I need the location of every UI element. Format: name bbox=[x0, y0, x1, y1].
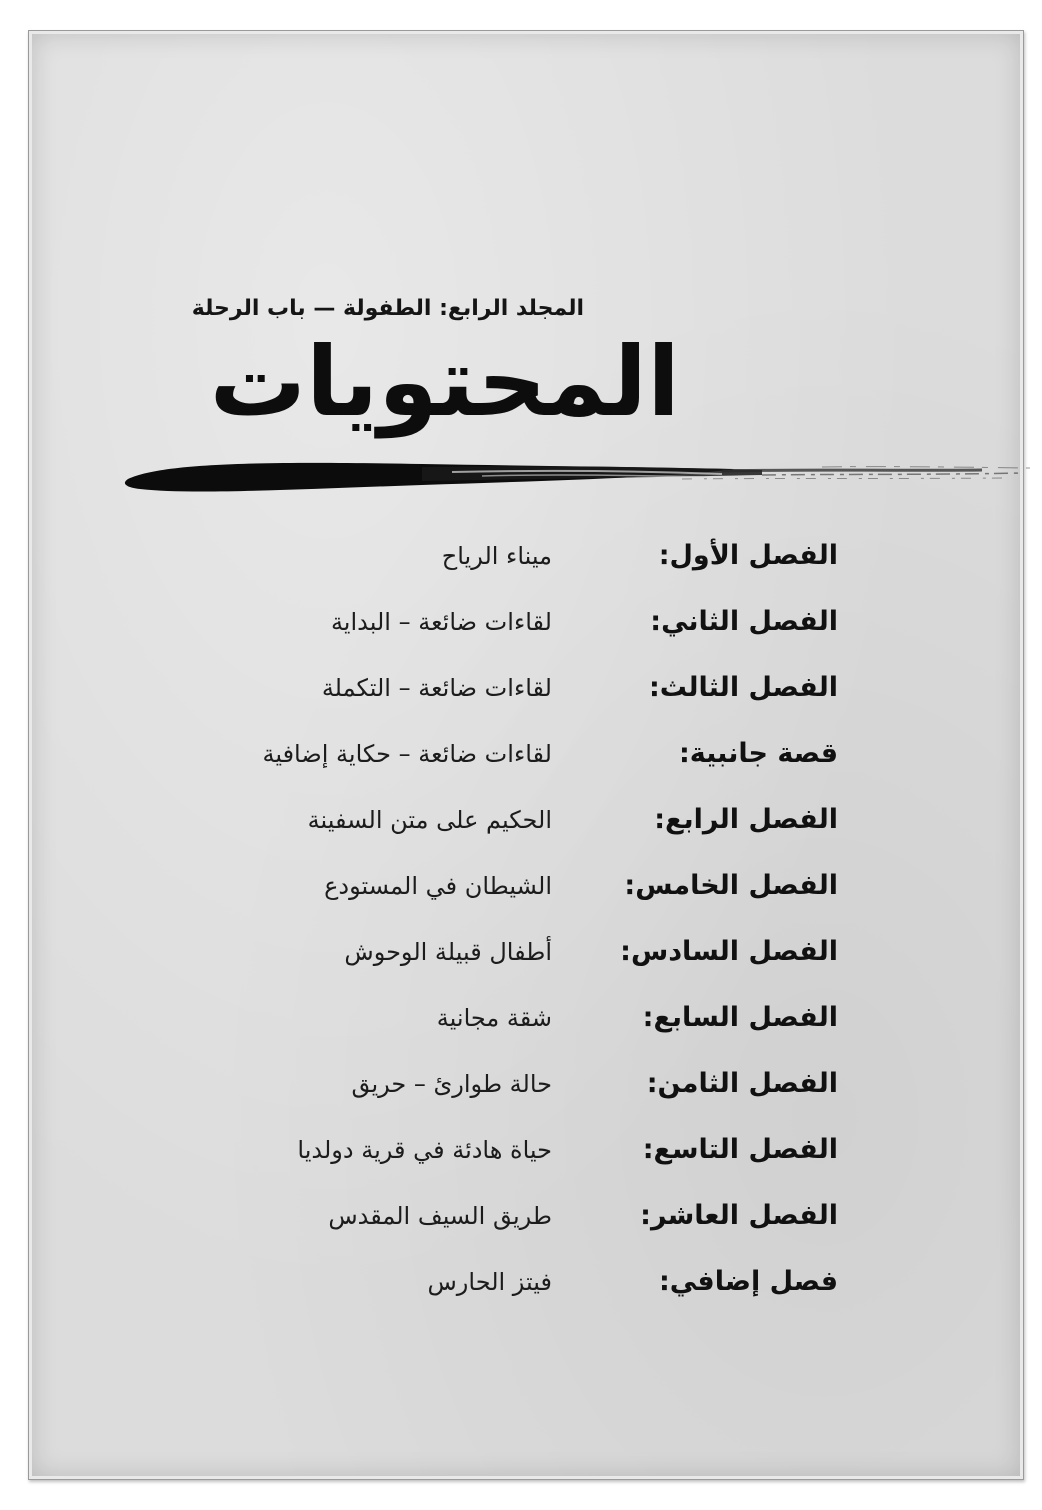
toc-row bbox=[0, 1068, 1042, 1134]
chapter-label: الفصل السابع: bbox=[642, 1002, 838, 1033]
chapter-label: الفصل التاسع: bbox=[642, 1134, 838, 1165]
page-title: المحتويات bbox=[209, 326, 680, 438]
chapter-title: فيتز الحارس bbox=[427, 1268, 552, 1296]
chapter-title: ميناء الرياح bbox=[441, 542, 552, 570]
chapter-label: الفصل الخامس: bbox=[624, 870, 838, 901]
chapter-label: الفصل الثامن: bbox=[646, 1068, 838, 1099]
brush-stroke-divider bbox=[122, 455, 1034, 499]
chapter-label: الفصل الأول: bbox=[658, 540, 838, 571]
toc-row bbox=[0, 804, 1042, 870]
volume-subtitle: المجلد الرابع: الطفولة — باب الرحلة bbox=[191, 296, 584, 321]
chapter-label: الفصل السادس: bbox=[620, 936, 838, 967]
chapter-label: الفصل الثالث: bbox=[649, 672, 838, 703]
toc-row bbox=[0, 738, 1042, 804]
toc-row bbox=[0, 1200, 1042, 1266]
toc-row bbox=[0, 606, 1042, 672]
chapter-title: الشيطان في المستودع bbox=[324, 872, 552, 900]
chapter-title: طريق السيف المقدس bbox=[328, 1202, 552, 1230]
chapter-title: حياة هادئة في قرية دولديا bbox=[297, 1136, 552, 1164]
chapter-title: الحكيم على متن السفينة bbox=[307, 806, 552, 834]
toc-row bbox=[0, 936, 1042, 1002]
toc-row bbox=[0, 1134, 1042, 1200]
toc-row bbox=[0, 1002, 1042, 1068]
chapter-title: شقة مجانية bbox=[436, 1004, 552, 1032]
toc-row bbox=[0, 870, 1042, 936]
chapter-label: قصة جانبية: bbox=[678, 738, 838, 769]
chapter-label: الفصل العاشر: bbox=[640, 1200, 838, 1231]
table-of-contents bbox=[0, 540, 1042, 1332]
chapter-label: الفصل الرابع: bbox=[654, 804, 838, 835]
chapter-title: أطفال قبيلة الوحوش bbox=[344, 938, 552, 966]
chapter-title: حالة طوارئ – حريق bbox=[351, 1070, 552, 1098]
chapter-label: الفصل الثاني: bbox=[650, 606, 838, 637]
chapter-label: فصل إضافي: bbox=[658, 1266, 838, 1297]
chapter-title: لقاءات ضائعة – حكاية إضافية bbox=[262, 740, 552, 768]
toc-row bbox=[0, 672, 1042, 738]
chapter-title: لقاءات ضائعة – البداية bbox=[330, 608, 552, 636]
toc-row bbox=[0, 1266, 1042, 1332]
toc-row bbox=[0, 540, 1042, 606]
chapter-title: لقاءات ضائعة – التكملة bbox=[321, 674, 552, 702]
